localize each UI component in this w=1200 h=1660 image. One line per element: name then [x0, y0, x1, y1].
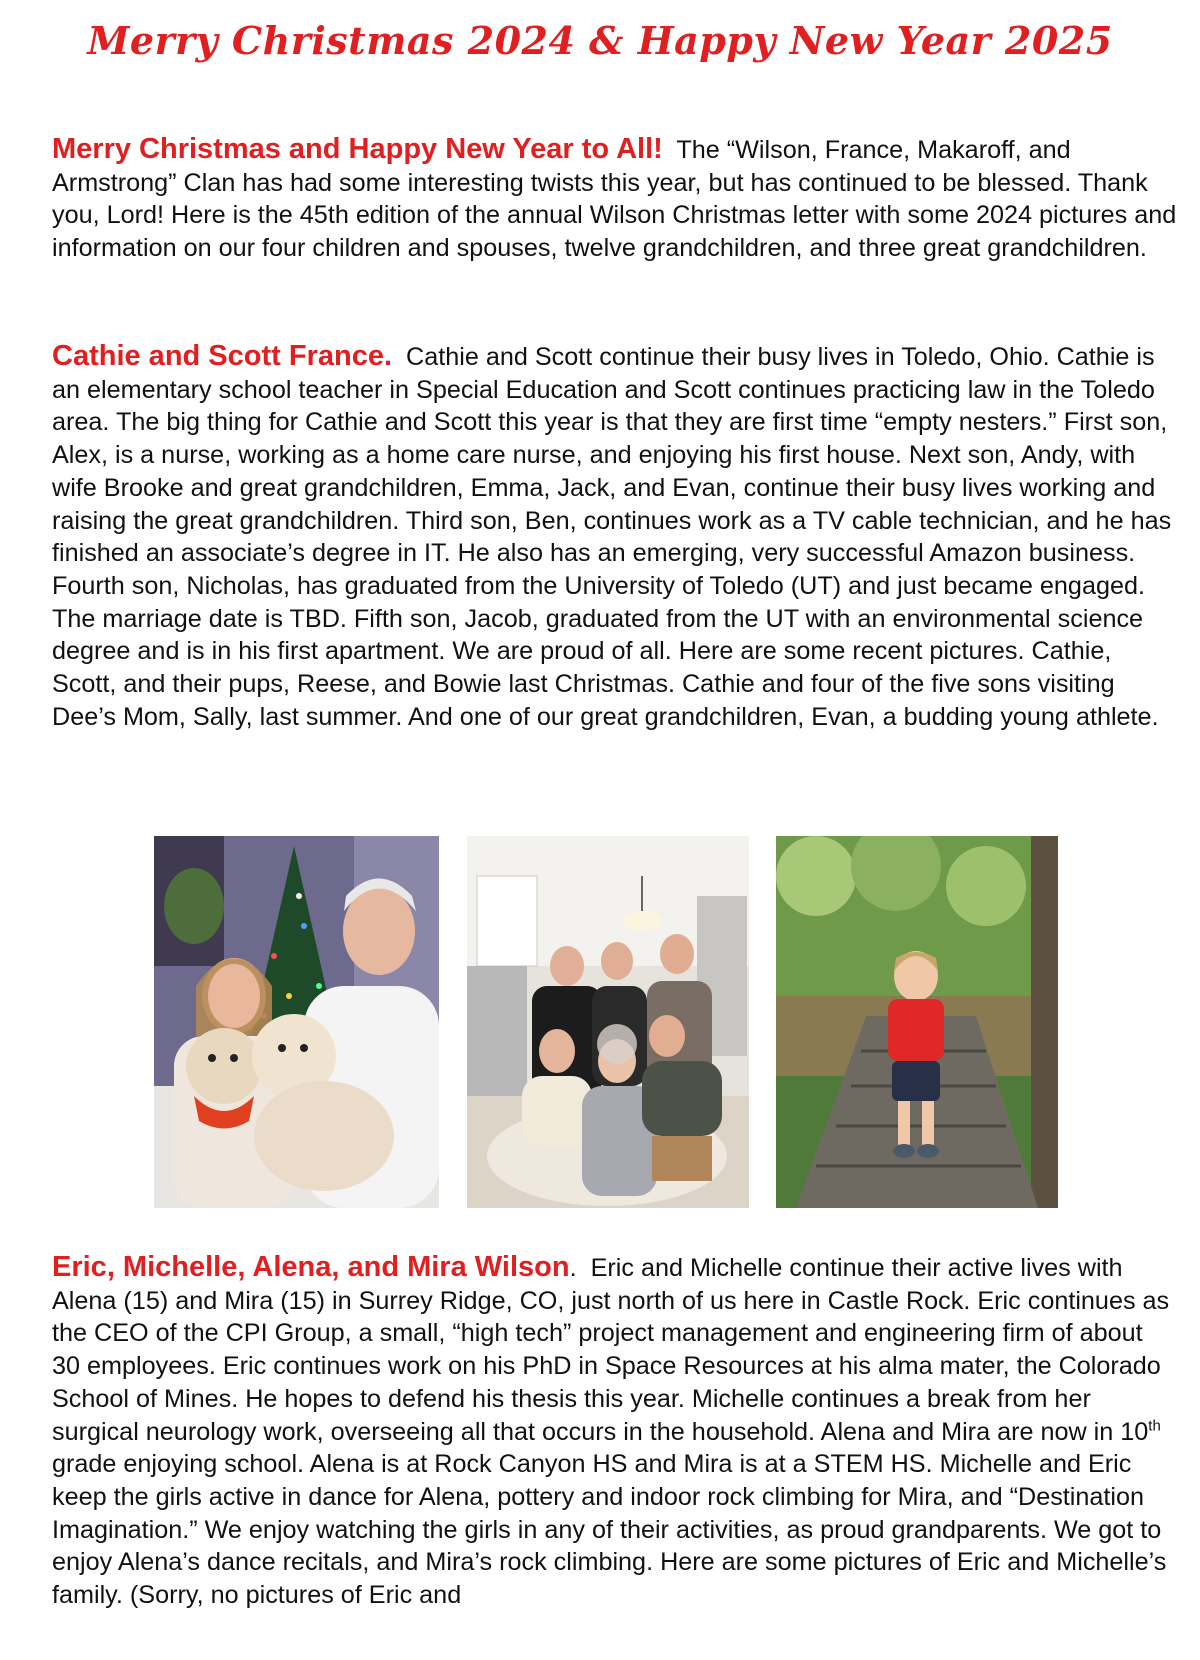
intro-lead: Merry Christmas and Happy New Year to All! — [52, 133, 663, 165]
wilson-lead-period: . — [569, 1254, 577, 1282]
wilson-lead: Eric, Michelle, Alena, and Mira Wilson — [52, 1251, 570, 1283]
child-on-bridge-photo — [776, 836, 1058, 1208]
wilson-paragraph — [52, 1251, 1177, 1612]
intro-text: The “Wilson, France, Makaroff, and Armstrong” Clan has had some interesting twists this year, but has continued to be blessed. Thank you, Lord! Here is the 45th edition of the annual Wilson Christmas letter with some 2024 pictures and information on our four children and spouses, twelve grandchildren, and three great grandchildren. — [52, 136, 1177, 263]
christmas-tree-couple-dogs-photo — [154, 836, 439, 1208]
france-paragraph — [52, 340, 1177, 733]
france-lead: Cathie and Scott France. — [52, 340, 393, 372]
letter-title: Merry Christmas 2024 & Happy New Year 2025 — [87, 18, 1113, 63]
family-group-photo — [467, 836, 749, 1208]
wilson-text-a: Eric and Michelle continue their active lives with Alena (15) and Mira (15) in Surrey Ridge, CO, just north of us here in Castle Rock. Eric continues as the CEO of the CPI Group, a small, “high tech” project management and engineering firm of about 30 employees. Eric continues work on his PhD in Space Resources at his alma mater, the Colorado School of Mines. He hopes to defend his thesis this year. Michelle continues a break from her surgical neurology work, overseeing all that occurs in the household. Alena and Mira are now in 10 — [52, 1254, 1170, 1446]
france-text: Cathie and Scott continue their busy lives in Toledo, Ohio. Cathie is an elementary school teacher in Special Education and Scott continues practicing law in the Toledo area. The big thing for Cathie and Scott this year is that they are first time “empty nesters.” First son, Alex, is a nurse, working as a home care nurse, and enjoying his first house. Next son, Andy, with wife Brooke and great grandchildren, Emma, Jack, and Evan, continue their busy lives working and raising the great grandchildren. Third son, Ben, continues work as a TV cable technician, and he has finished an associate’s degree in IT. He also has an emerging, very successful Amazon business. Fourth son, Nicholas, has graduated from the University of Toledo (UT) and just became engaged. The marriage date is TBD. Fifth son, Jacob, graduated from the UT with an environmental science degree and is in his first apartment. We are proud of all. Here are some recent pictures. Cathie, Scott, and their pups, Reese, and Bowie last Christmas. Cathie and four of the five sons visiting Dee’s Mom, Sally, last summer. And one of our great grandchildren, Evan, a budding young athlete. — [52, 343, 1172, 731]
wilson-text-b: grade enjoying school. Alena is at Rock Canyon HS and Mira is at a STEM HS. Michelle and Eric keep the girls active in dance for Alena, pottery and indoor rock climbing for Mira, and “Destination Imagination.” We enjoy watching the girls in any of their activities, as proud grandparents. We got to enjoy Alena’s dance recitals, and Mira’s rock climbing. Here are some pictures of Eric and Michelle’s family. (Sorry, no pictures of Eric and — [52, 1450, 1167, 1610]
wilson-sup: th — [1148, 1417, 1161, 1435]
intro-paragraph — [52, 133, 1177, 265]
